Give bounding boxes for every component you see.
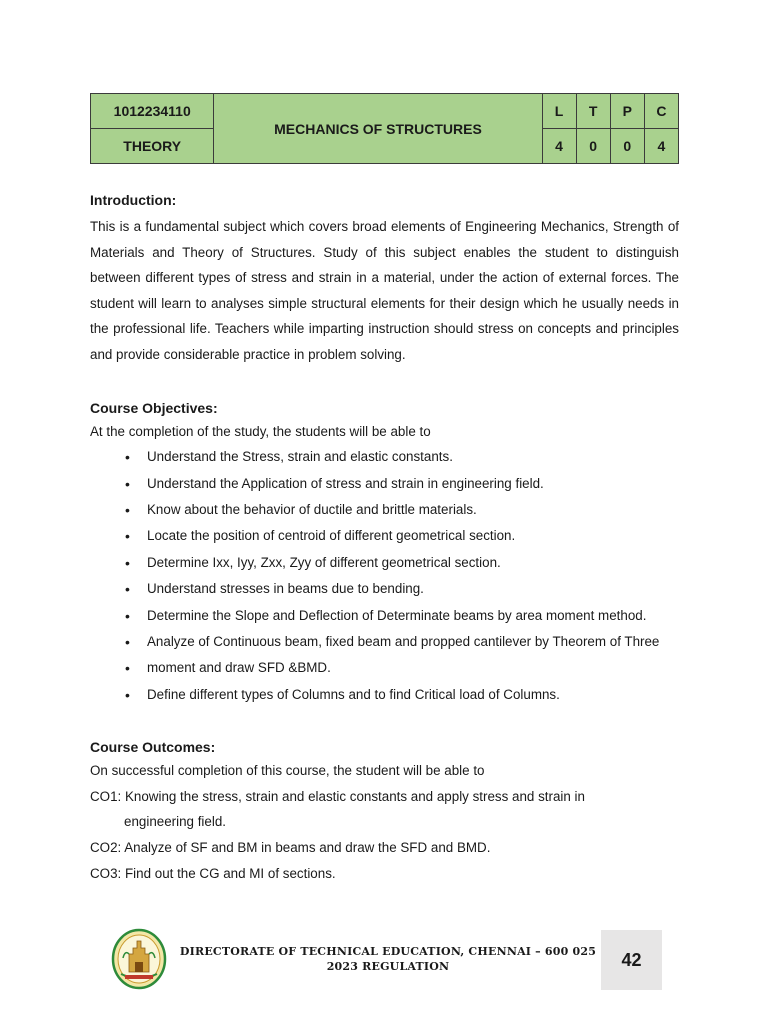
objective-item: • Determine the Slope and Deflection of Determinate beams by area moment method. [123,603,679,629]
objective-item: • Determine Ixx, Iyy, Zxx, Zyy of different geometrical section. [123,550,679,576]
objective-item: • Know about the behavior of ductile and brittle materials. [123,497,679,523]
objective-item: • Analyze of Continuous beam, fixed beam and propped cantilever by Theorem of Three [123,629,679,655]
objective-item: • Understand the Stress, strain and elastic constants. [123,444,679,470]
footer-text [171,944,605,974]
page-content [90,93,679,886]
course-type: THEORY [91,129,214,164]
ltpc-value-p: 0 [610,129,644,164]
ltpc-label-p: P [610,94,644,129]
objectives-list [90,444,679,708]
footer-directorate: DIRECTORATE OF TECHNICAL EDUCATION, CHENNAI – 600 025 [179,945,597,958]
ltpc-value-c: 4 [644,129,678,164]
objective-item: • Understand the Application of stress and strain in engineering field. [123,471,679,497]
course-outcome-3: CO3: Find out the CG and MI of sections. [90,865,336,881]
objectives-heading: Course Objectives: [90,399,218,416]
objective-item: • moment and draw SFD &BMD. [123,655,679,681]
objective-item: • Define different types of Columns and to find Critical load of Columns. [123,682,679,708]
objective-item: • Locate the position of centroid of different geometrical section. [123,523,679,549]
ltpc-value-t: 0 [576,129,610,164]
introduction-heading: Introduction: [90,192,177,208]
course-outcome-2: CO2: Analyze of SF and BM in beams and draw the SFD and BMD. [90,840,491,855]
footer-regulation: 2023 REGULATION [326,960,450,973]
page-footer [111,928,662,990]
tamil-nadu-emblem-icon [111,928,167,990]
ltpc-value-l: 4 [542,129,576,164]
course-outcome-1: CO1: Knowing the stress, strain and elastic constants and apply stress and strain in [90,788,585,804]
objectives-lead: At the completion of the study, the students will be able to [90,423,431,439]
outcomes-lead: On successful completion of this course, the student will be able to [90,763,485,779]
objective-item: • Understand stresses in beams due to bending. [123,576,679,602]
course-title: MECHANICS OF STRUCTURES [214,94,542,164]
ltpc-label-l: L [542,94,576,129]
course-code: 1012234110 [91,94,214,129]
outcomes-heading: Course Outcomes: [90,739,216,756]
ltpc-label-t: T [576,94,610,129]
course-outcome-1-continued: engineering field. [124,814,226,830]
course-header-table [90,93,679,164]
introduction-text: This is a fundamental subject which covers broad elements of Engineering Mechanics, Strength of Materials and Theory of Structures. Study of this subject enables the student to distinguish between different types of stress and strain in a material, under the action of external forces. The student will learn to analyses simple structural elements for their design which he usually needs in the professional life. Teachers while imparting instruction should stress on concepts and principles and provide considerable practice in problem solving. [90,219,679,362]
page-number: 42 [601,930,662,990]
ltpc-label-c: C [644,94,678,129]
